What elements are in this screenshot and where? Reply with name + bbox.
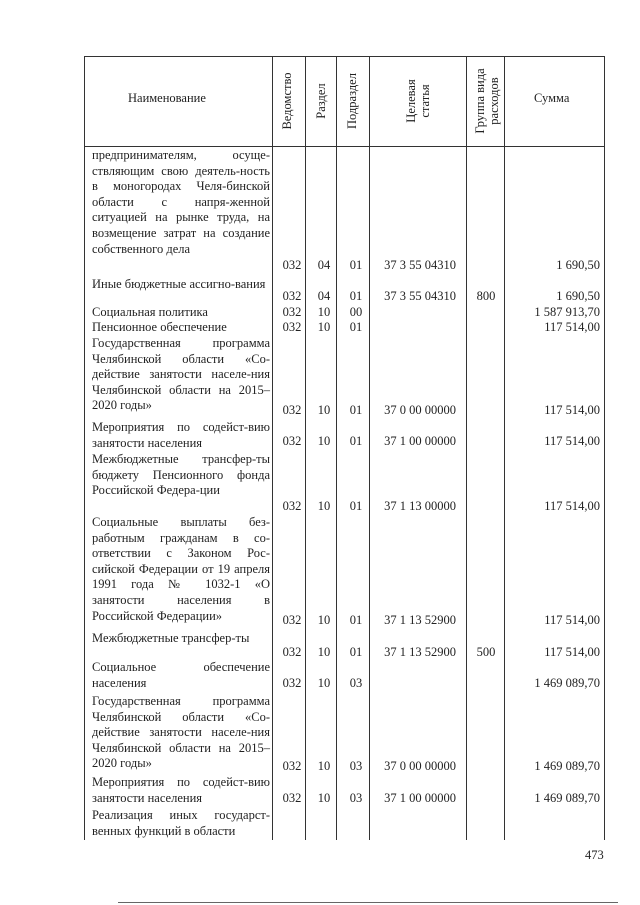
row-name: Государственная программа Челябинской области «Со-действие занятости населе-ния Челябинской области на 2015–2020 годы» — [92, 336, 270, 413]
row-name: Мероприятия по содейст-вию занятости населения — [92, 775, 270, 805]
cell-razdel: 04 — [317, 289, 331, 303]
cell-podrazdel: 01 — [349, 645, 363, 659]
row-name: предпринимателям, осуще-ствляющим свою деятель-ность в моногородах Челя-бинской области с напря-женной ситуацией на рынке труда, на возмещение затрат на создание собственного дела — [92, 148, 270, 256]
cell-vedomstvo: 032 — [282, 289, 302, 303]
row-name: Государственная программа Челябинской области «Со-действие занятости населе-ния Челябинской области на 2015–2020 годы» — [92, 694, 270, 771]
cell-vedomstvo: 032 — [282, 613, 302, 627]
row-name: Социальная политика — [92, 305, 208, 319]
cell-celevaya-statya: 37 3 55 04310 — [384, 289, 456, 303]
cell-razdel: 10 — [317, 645, 331, 659]
cell-celevaya-statya: 37 1 13 52900 — [384, 613, 456, 627]
cell-summa: 1 469 089,70 — [534, 759, 600, 773]
cell-vedomstvo: 032 — [282, 791, 302, 805]
cell-podrazdel: 03 — [349, 759, 363, 773]
header-gruppa-line2: расходов — [487, 77, 501, 125]
cell-celevaya-statya: 37 1 13 52900 — [384, 645, 456, 659]
table-border-left — [84, 56, 85, 840]
cell-razdel: 10 — [317, 403, 331, 417]
cell-summa: 117 514,00 — [544, 434, 600, 448]
cell-vedomstvo: 032 — [282, 759, 302, 773]
row-name: Иные бюджетные ассигно-вания — [92, 277, 266, 291]
header-celevaya-statya — [404, 61, 432, 141]
cell-celevaya-statya: 37 1 00 00000 — [384, 791, 456, 805]
cell-podrazdel: 01 — [349, 499, 363, 513]
cell-summa: 1 469 089,70 — [534, 676, 600, 690]
header-vedomstvo: Ведомство — [280, 72, 294, 130]
cell-razdel: 10 — [317, 791, 331, 805]
cell-vedomstvo: 032 — [282, 645, 302, 659]
header-celevaya-line2: статья — [418, 84, 432, 118]
cell-celevaya-statya: 37 1 00 00000 — [384, 434, 456, 448]
header-podrazdel: Подраздел — [345, 73, 359, 129]
cell-vedomstvo: 032 — [282, 403, 302, 417]
header-gruppa-line1: Группа вида — [473, 68, 487, 134]
cell-podrazdel: 03 — [349, 791, 363, 805]
cell-razdel: 10 — [317, 499, 331, 513]
cell-summa: 117 514,00 — [544, 403, 600, 417]
header-celevaya-line1: Целевая — [404, 79, 418, 123]
cell-podrazdel: 01 — [349, 434, 363, 448]
cell-razdel: 10 — [317, 613, 331, 627]
cell-razdel: 10 — [317, 759, 331, 773]
cell-summa: 117 514,00 — [544, 499, 600, 513]
cell-celevaya-statya: 37 0 00 00000 — [384, 403, 456, 417]
cell-summa: 1 587 913,70 — [534, 305, 600, 319]
cell-razdel: 04 — [317, 258, 331, 272]
row-name: Межбюджетные трансфер-ты бюджету Пенсионного фонда Российской Федера-ции — [92, 452, 270, 498]
cell-celevaya-statya: 37 3 55 04310 — [384, 258, 456, 272]
row-name: Межбюджетные трансфер-ты — [92, 631, 250, 645]
row-name: Социальное обеспечение населения — [92, 660, 270, 690]
cell-vedomstvo: 032 — [282, 499, 302, 513]
cell-summa: 1 690,50 — [556, 289, 600, 303]
page-number: 473 — [585, 848, 604, 862]
header-razdel: Раздел — [314, 83, 328, 119]
cell-podrazdel: 00 — [349, 305, 363, 319]
cell-gruppa-rashodov: 800 — [476, 289, 496, 303]
header-summa: Сумма — [534, 91, 570, 105]
cell-podrazdel: 01 — [349, 403, 363, 417]
cell-summa: 117 514,00 — [544, 320, 600, 334]
header-name: Наименование — [128, 91, 206, 105]
cell-razdel: 10 — [317, 676, 331, 690]
cell-vedomstvo: 032 — [282, 305, 302, 319]
cell-podrazdel: 01 — [349, 320, 363, 334]
column-divider — [272, 56, 273, 840]
row-name: Социальные выплаты без-работным гражданам в со-ответствии с Законом Рос-сийской Федерации от 19 апреля 1991 года № 1032-1 «О занятости населения в Российской Федерации» — [92, 515, 270, 623]
cell-vedomstvo: 032 — [282, 320, 302, 334]
row-name: Реализация иных государст-венных функций в области — [92, 808, 270, 838]
cell-gruppa-rashodov: 500 — [476, 645, 496, 659]
row-name: Пенсионное обеспечение — [92, 320, 227, 334]
cell-podrazdel: 01 — [349, 258, 363, 272]
cell-podrazdel: 01 — [349, 289, 363, 303]
header-gruppa-vida-rashodov — [473, 59, 501, 143]
cell-celevaya-statya: 37 0 00 00000 — [384, 759, 456, 773]
cell-razdel: 10 — [317, 305, 331, 319]
header-separator — [84, 146, 604, 147]
column-divider — [466, 56, 467, 840]
cell-vedomstvo: 032 — [282, 676, 302, 690]
cell-vedomstvo: 032 — [282, 434, 302, 448]
cell-razdel: 10 — [317, 434, 331, 448]
cell-podrazdel: 03 — [349, 676, 363, 690]
cell-summa: 117 514,00 — [544, 645, 600, 659]
cell-summa: 1 690,50 — [556, 258, 600, 272]
cell-razdel: 10 — [317, 320, 331, 334]
cell-celevaya-statya: 37 1 13 00000 — [384, 499, 456, 513]
cell-summa: 117 514,00 — [544, 613, 600, 627]
cell-vedomstvo: 032 — [282, 258, 302, 272]
cell-summa: 1 469 089,70 — [534, 791, 600, 805]
cell-podrazdel: 01 — [349, 613, 363, 627]
row-name: Мероприятия по содейст-вию занятости населения — [92, 420, 270, 450]
table-border-right — [604, 56, 605, 840]
footer-rule — [118, 902, 618, 903]
